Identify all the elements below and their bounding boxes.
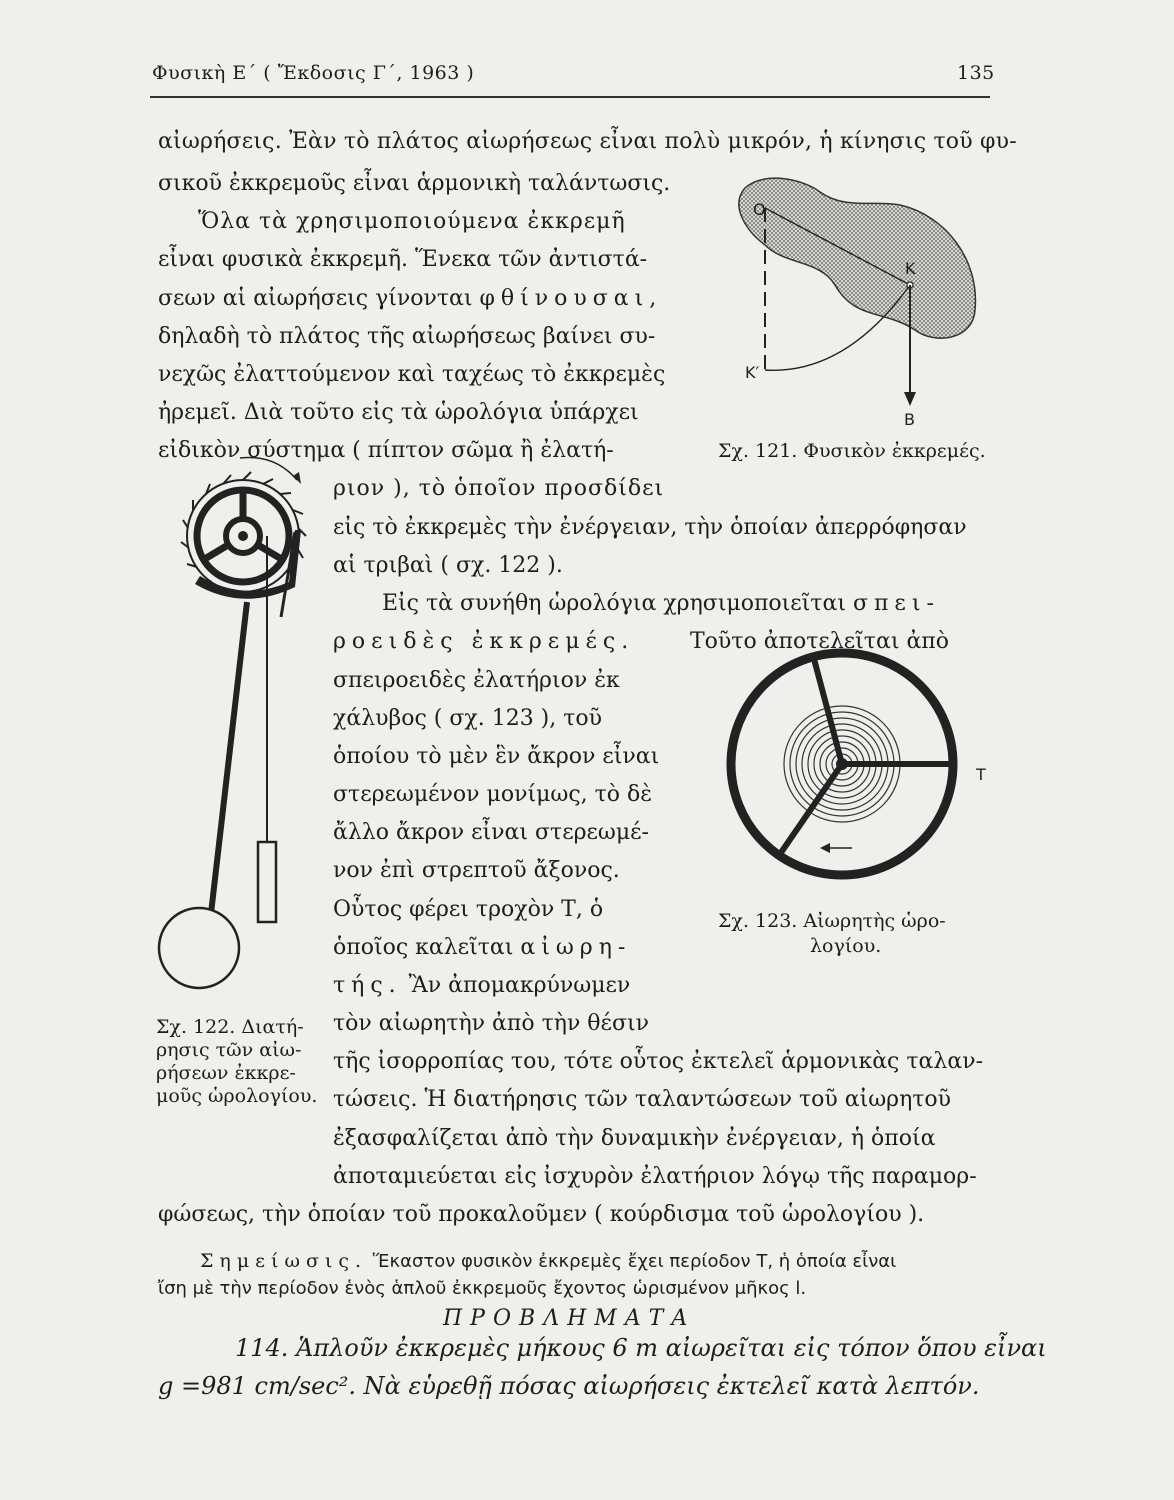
body-line-9: εἰδικὸν σύστημα ( πίπτον σῶμα ἢ ἐλατή-	[158, 438, 614, 463]
body-line-6: δηλαδὴ τὸ πλάτος τῆς αἰωρήσεως βαίνει συ-	[158, 324, 656, 349]
body-line-2: σικοῦ ἐκκρεμοῦς εἶναι ἁρμονικὴ ταλάντωσις.	[158, 171, 671, 196]
body-line-16: χάλυβος ( σχ. 123 ), τοῦ	[333, 706, 603, 731]
body-line-26: τώσεις. Ἡ διατήρησις τῶν ταλαντώσεων τοῦ αἰωρητοῦ	[333, 1087, 952, 1112]
caption-figure-123-line-2: λογίου.	[810, 935, 882, 957]
caption-figure-121: Σχ. 121. Φυσικὸν ἐκκρεμές.	[718, 440, 986, 462]
figure-123-balance-wheel	[710, 640, 990, 890]
label-K-prime: K′	[745, 363, 760, 382]
problems-heading: ΠΡΟΒΛΗΜΑΤΑ	[443, 1306, 696, 1331]
problem-114-line-1: 114. Ἁπλοῦν ἐκκρεμὲς μήκους 6 m αἰωρεῖται εἰς τόπον ὅπου εἶναι	[235, 1334, 1047, 1362]
label-B: B	[904, 410, 915, 429]
body-line-10: ριον ), τὸ ὁποῖον προσδίδει	[333, 476, 665, 501]
figure-122-clock-escapement	[155, 452, 335, 997]
rotation-arrowhead	[293, 472, 301, 484]
axle	[836, 758, 848, 770]
header-rule	[150, 96, 990, 98]
term-aioritis-end: τής.	[333, 973, 402, 998]
body-line-3: Ὅλα τὰ χρησιμοποιούμενα ἐκκρεμῆ	[198, 209, 626, 234]
note-line-2: ἴση μὲ τὴν περίοδον ἑνὸς ἁπλοῦ ἐκκρεμοῦς ἔχοντος ὡρισμένον μῆκος l.	[158, 1278, 807, 1299]
caption-figure-122-line-4: μοῦς ὡρολογίου.	[156, 1085, 318, 1107]
body-line-7: νεχῶς ἐλαττούμενον καὶ ταχέως τὸ ἐκκρεμὲς	[158, 362, 666, 387]
body-line-29: φώσεως, τὴν ὁποίαν τοῦ προκαλοῦμεν ( κούρδισμα τοῦ ὡρολογίου ).	[158, 1202, 925, 1227]
note-label: Σημείωσις.	[200, 1250, 368, 1272]
running-title: Φυσικὴ Ε΄ ( Ἔκδοσις Γ΄, 1963 )	[152, 62, 475, 84]
pendulum-bob	[159, 908, 239, 988]
body-line-22-text: ὁποῖος καλεῖται	[333, 935, 521, 960]
driving-weight	[258, 842, 276, 922]
page-number: 135	[957, 62, 995, 84]
weight-arrowhead	[904, 392, 916, 406]
body-line-5	[158, 285, 662, 313]
body-line-18: στερεωμένον μονίμως, τὸ δὲ	[333, 782, 653, 807]
rotation-arrow	[240, 457, 297, 480]
body-line-4: εἶναι φυσικὰ ἐκκρεμῆ. Ἕνεκα τῶν ἀντιστά-	[158, 247, 648, 272]
body-line-8: ἠρεμεῖ. Διὰ τοῦτο εἰς τὰ ὡρολόγια ὑπάρχει	[158, 400, 639, 425]
body-line-17: ὁποίου τὸ μὲν ἓν ἄκρον εἶναι	[333, 744, 660, 769]
body-line-24: τὸν αἰωρητὴν ἀπὸ τὴν θέσιν	[333, 1011, 649, 1036]
body-line-5-text: σεων αἱ αἰωρήσεις γίνονται	[158, 286, 480, 311]
body-line-27: ἐξασφαλίζεται ἀπὸ τὴν δυναμικὴν ἐνέργειαν, ἡ ὁποία	[333, 1126, 936, 1151]
caption-figure-122-line-3: ρήσεων ἐκκρε-	[156, 1062, 296, 1084]
term-speiroeides: σπει-	[852, 591, 940, 616]
pendulum-rod	[210, 602, 247, 922]
term-aioritis: αἰωρη-	[520, 935, 632, 960]
body-line-20: νον ἐπὶ στρεπτοῦ ἄξονος.	[333, 858, 620, 883]
body-line-12: αἱ τριβαὶ ( σχ. 122 ).	[333, 553, 563, 578]
problem-114-line-2: g =981 cm/sec². Νὰ εὑρεθῇ πόσας αἰωρήσεις ἐκτελεῖ κατὰ λεπτόν.	[158, 1372, 980, 1400]
direction-arrowhead	[820, 843, 830, 853]
body-line-13	[382, 590, 940, 618]
label-O: O	[753, 200, 766, 219]
body-line-21: Οὗτος φέρει τροχὸν Τ, ὁ	[333, 897, 604, 922]
body-line-14-right: Τοῦτο ἀποτελεῖται ἀπὸ	[690, 629, 950, 654]
label-T: T	[976, 765, 986, 784]
body-line-28: ἀποταμιεύεται εἰς ἰσχυρὸν ἐλατήριον λόγῳ τῆς παραμορ-	[333, 1164, 977, 1189]
body-line-23	[333, 972, 630, 1000]
note-line-1	[200, 1250, 896, 1272]
caption-figure-122-line-1: Σχ. 122. Διατή-	[156, 1016, 304, 1038]
body-line-19: ἄλλο ἄκρον εἶναι στερεωμέ-	[333, 820, 649, 845]
body-line-14	[333, 628, 634, 656]
body-line-25: τῆς ἰσορροπίας του, τότε οὗτος ἐκτελεῖ ἁρμονικὰς ταλαν-	[333, 1049, 983, 1074]
figure-121-physical-pendulum	[725, 170, 995, 429]
body-line-15: σπειροειδὲς ἐλατήριον ἐκ	[333, 668, 620, 693]
term-speiroeides-ekkremes: ροειδὲς ἐκκρεμές.	[333, 629, 635, 654]
label-K: K	[905, 259, 916, 278]
body-line-23-text: Ἂν ἀπομακρύνωμεν	[401, 973, 631, 998]
body-line-13-text: Εἰς τὰ συνήθη ὡρολόγια χρησιμοποιεῖται	[382, 591, 853, 616]
caption-figure-122-line-2: ρησις τῶν αἰω-	[156, 1039, 302, 1061]
body-line-11: εἰς τὸ ἐκκρεμὲς τὴν ἐνέργειαν, τὴν ὁποίαν ἀπερρόφησαν	[333, 515, 967, 540]
body-line-1: αἰωρήσεις. Ἐὰν τὸ πλάτος αἰωρήσεως εἶναι πολὺ μικρόν, ἡ κίνησις τοῦ φυ-	[158, 129, 1017, 154]
rigid-body-shape	[739, 178, 976, 338]
body-line-22	[333, 934, 631, 962]
note-text-1: Ἕκαστον φυσικὸν ἐκκρεμὲς ἔχει περίοδον Τ, ἡ ὁποία εἶναι	[372, 1251, 897, 1272]
term-fthinousai: φθίνουσαι,	[479, 286, 663, 311]
caption-figure-123-line-1: Σχ. 123. Αἰωρητὴς ὡρο-	[718, 910, 946, 932]
